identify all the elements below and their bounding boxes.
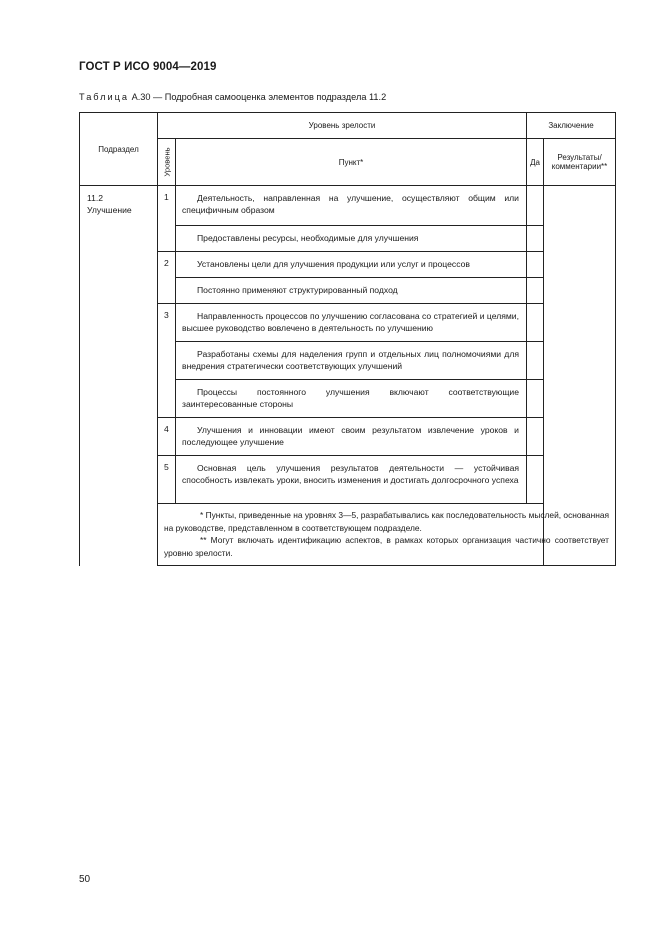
item-cell: Основная цель улучшения результатов деятельности — устойчивая способность извлекать уроки, вносить изменения и достигать долгосрочного успеха — [176, 456, 527, 504]
footnote: ** Могут включать идентификацию аспектов, в рамках которых организация частично соответствует уровню зрелости. — [164, 535, 610, 558]
table-row — [80, 456, 616, 504]
yes-cell[interactable] — [527, 380, 544, 418]
footnote: * Пункты, приведенные на уровнях 3—5, разрабатывались как последовательность мыслей, основанная на руководстве, представленном в соответствующем подразделе. — [164, 510, 610, 533]
header-item: Пункт* — [176, 139, 527, 186]
yes-cell[interactable] — [527, 252, 544, 278]
header-maturity: Уровень зрелости — [158, 113, 527, 139]
header-subsection: Подраздел — [80, 113, 158, 186]
table-row — [80, 252, 616, 278]
item-cell: Направленность процессов по улучшению согласована со стратегией и целями, высшее руководство вовлечено в деятельность по улучшению — [176, 304, 527, 342]
item-cell: Предоставлены ресурсы, необходимые для улучшения — [176, 226, 527, 252]
document-title: ГОСТ Р ИСО 9004—2019 — [79, 61, 217, 73]
subsection-name: Улучшение — [87, 205, 132, 215]
table-caption — [79, 92, 386, 102]
yes-cell[interactable] — [527, 342, 544, 380]
self-assessment-table — [79, 112, 616, 566]
table-row — [80, 186, 616, 226]
item-cell: Установлены цели для улучшения продукции или услуг и процессов — [176, 252, 527, 278]
level-cell: 2 — [158, 252, 176, 304]
item-cell: Улучшения и инновации имеют своим результатом извлечение уроков и последующее улучшение — [176, 418, 527, 456]
yes-cell[interactable] — [527, 186, 544, 226]
item-cell: Деятельность, направленная на улучшение, осуществляют общим или специфичным образом — [176, 186, 527, 226]
level-cell: 1 — [158, 186, 176, 252]
header-yes: Да — [527, 139, 544, 186]
table-caption-prefix: Таблица — [79, 92, 130, 102]
item-cell: Разработаны схемы для наделения групп и отдельных лиц полномочиями для внедрения стратегически соответствующих улучшений — [176, 342, 527, 380]
footnotes-row — [80, 504, 616, 566]
yes-cell[interactable] — [527, 304, 544, 342]
item-cell: Постоянно применяют структурированный подход — [176, 278, 527, 304]
yes-cell[interactable] — [527, 418, 544, 456]
subsection-cell — [80, 186, 158, 566]
header-conclusion: Заключение — [527, 113, 616, 139]
level-cell: 4 — [158, 418, 176, 456]
table-row — [80, 304, 616, 342]
table-caption-text: А.30 — Подробная самооценка элементов подраздела 11.2 — [131, 92, 387, 102]
level-cell: 5 — [158, 456, 176, 504]
table-row — [80, 418, 616, 456]
page-number: 50 — [79, 874, 91, 885]
header-level-label: Уровень — [162, 147, 171, 177]
subsection-number: 11.2 — [87, 193, 104, 203]
header-results: Результаты/ комментарии** — [544, 139, 616, 186]
yes-cell[interactable] — [527, 278, 544, 304]
yes-cell[interactable] — [527, 456, 544, 504]
item-cell: Процессы постоянного улучшения включают соответствующие заинтересованные стороны — [176, 380, 527, 418]
level-cell: 3 — [158, 304, 176, 418]
footnotes-cell — [158, 504, 616, 566]
yes-cell[interactable] — [527, 226, 544, 252]
header-level — [158, 139, 176, 186]
